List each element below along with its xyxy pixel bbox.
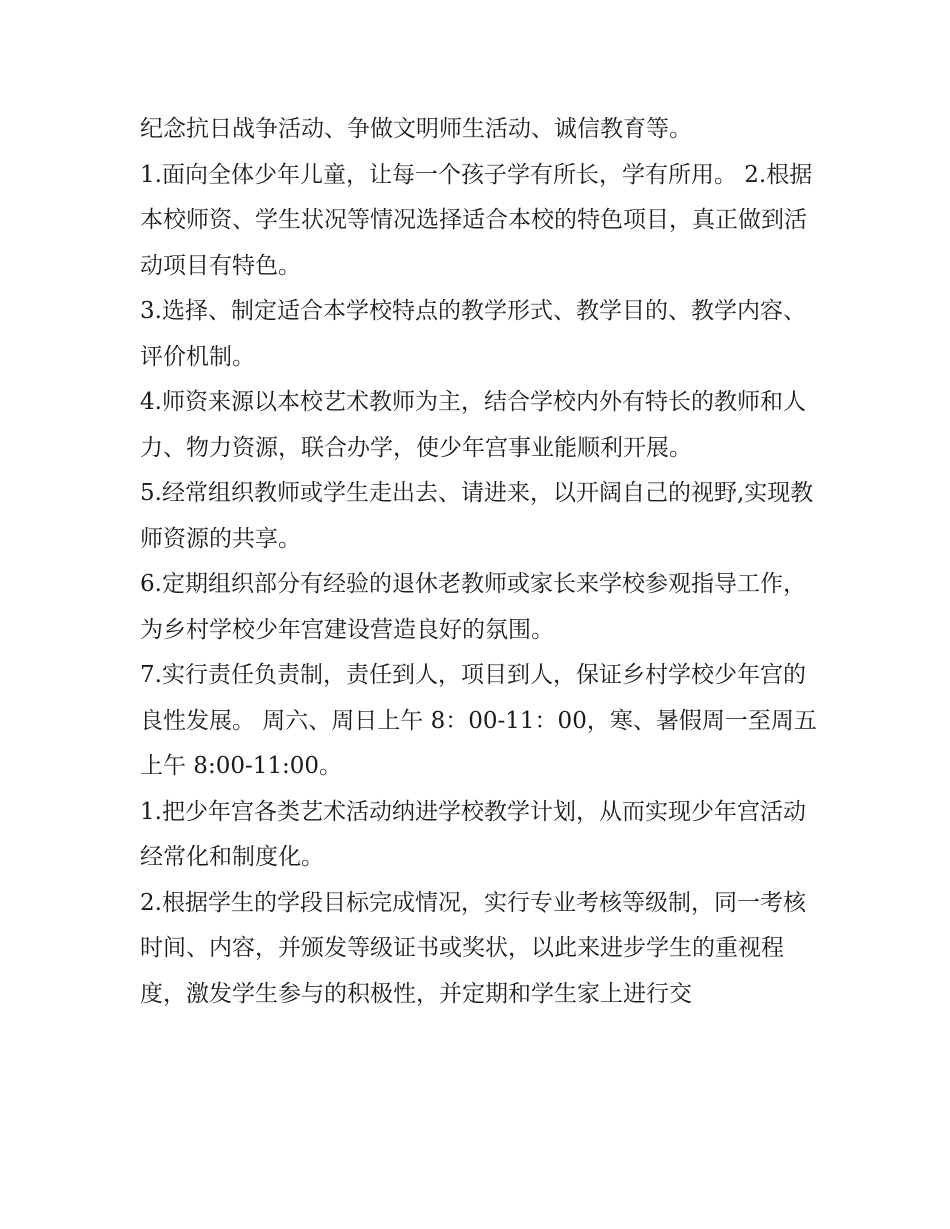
paragraph-item-4: 4.师资来源以本校艺术教师为主，结合学校内外有特长的教师和人力、物力资源，联合办学，使少年宫事业能顺利开展。 bbox=[140, 389, 806, 461]
paragraph-item-3: 3.选择、制定适合本学校特点的教学形式、教学目的、教学内容、评价机制。 bbox=[140, 298, 806, 370]
paragraph-activities: 纪念抗日战争活动、争做文明师生活动、诚信教育等。 bbox=[140, 116, 692, 142]
paragraph-section2-item-1: 1.把少年宫各类艺术活动纳进学校教学计划，从而实现少年宫活动经常化和制度化。 bbox=[140, 798, 806, 870]
paragraph-section2-item-2: 2.根据学生的学段目标完成情况，实行专业考核等级制，同一考核时间、内容，并颁发等级证书或奖状，以此来进步学生的重视程度，激发学生参与的积极性，并定期和学生家上进行交 bbox=[140, 889, 806, 1007]
paragraph-item-7-schedule: 7.实行责任负责制，责任到人，项目到人，保证乡村学校少年宫的良性发展。 周六、周日上午 8：00-11：00，寒、暑假周一至周五上午 8:00-11:00。 bbox=[140, 662, 817, 779]
paragraph-item-1-2: 1.面向全体少年儿童，让每一个孩子学有所长，学有所用。 2.根据本校师资、学生状况等情况选择适合本校的特色项目，真正做到活动项目有特色。 bbox=[140, 161, 813, 279]
paragraph-item-5: 5.经常组织教师或学生走出去、请进来，以开阔自己的视野,实现教师资源的共享。 bbox=[140, 480, 814, 552]
paragraph-item-6: 6.定期组织部分有经验的退休老教师或家长来学校参观指导工作，为乡村学校少年宫建设营造良好的氛围。 bbox=[140, 571, 806, 643]
